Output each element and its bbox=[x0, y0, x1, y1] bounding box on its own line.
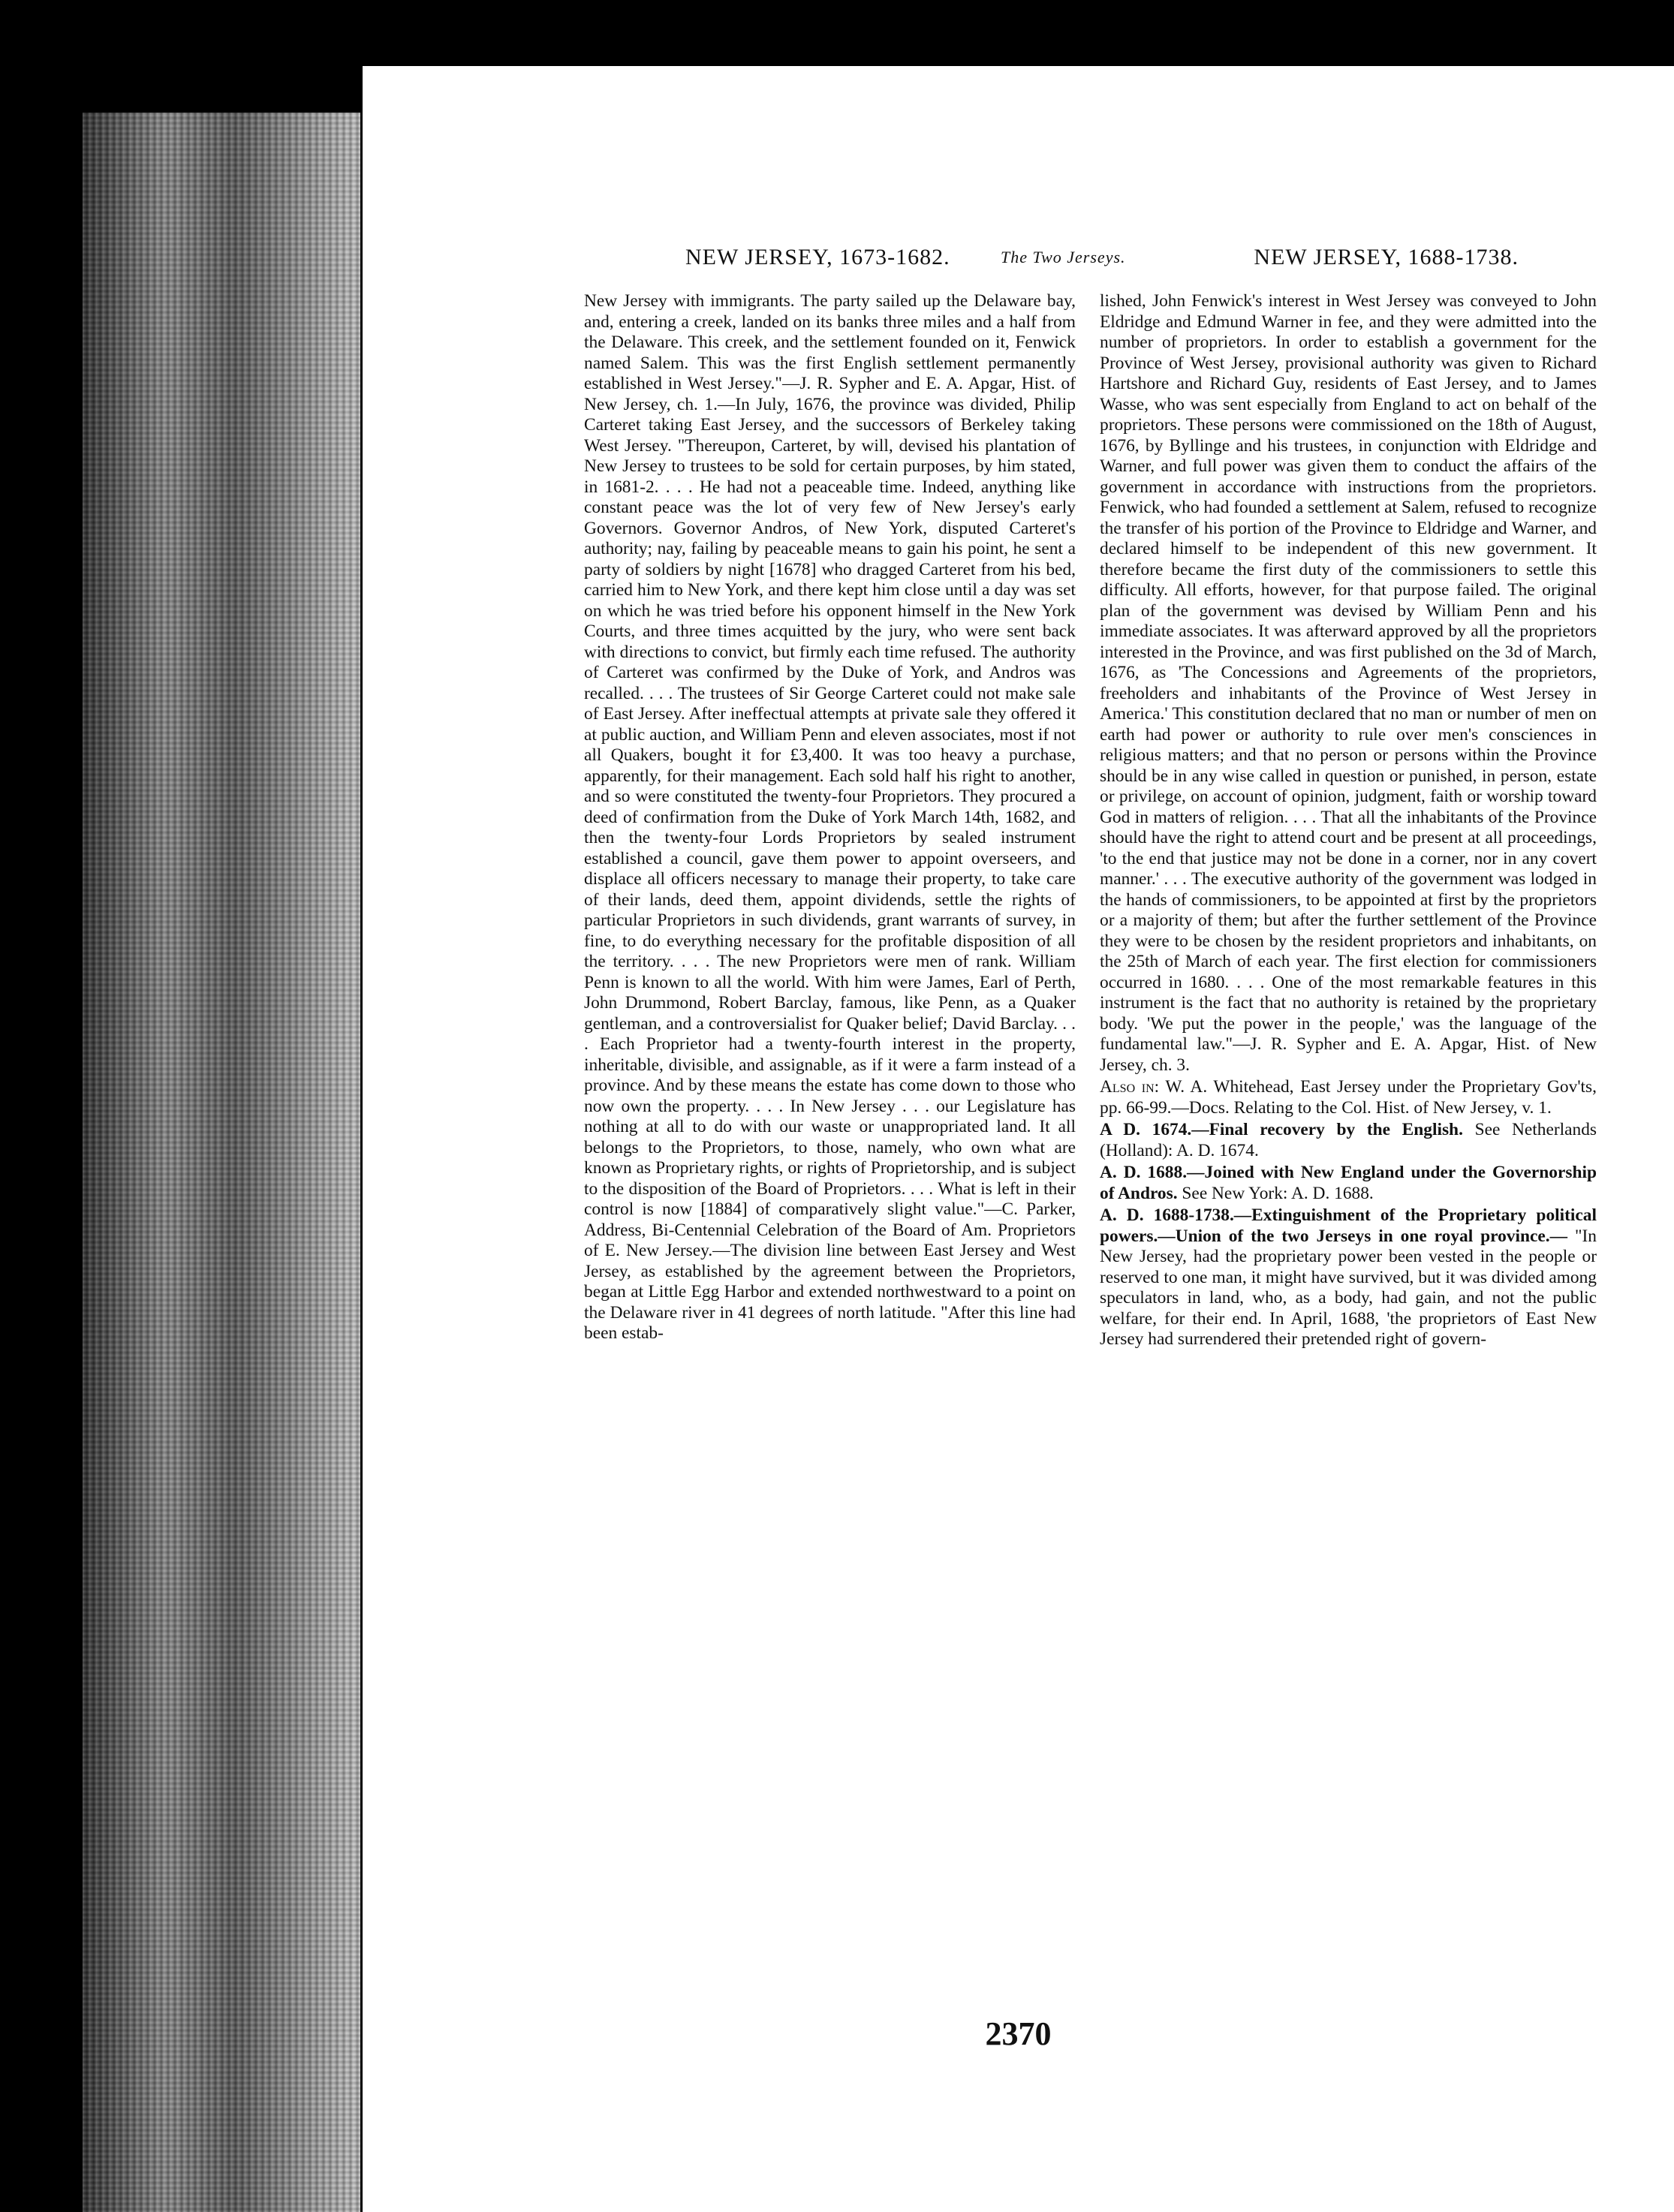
running-head-center: The Two Jerseys. bbox=[1001, 248, 1126, 266]
also-in-label: Also in: bbox=[1100, 1077, 1160, 1097]
entry-1674-text: See Netherlands (Holland): A. D. 1674. bbox=[1100, 1120, 1597, 1160]
also-in-entry bbox=[1100, 1077, 1597, 1118]
entry-1688-heading: A. D. 1688.—Joined with New England under the Governorship of Andros. bbox=[1100, 1163, 1597, 1203]
right-column bbox=[1100, 291, 1597, 1995]
left-column-text: New Jersey with immigrants. The party sailed up the Delaware bay, and, entering a creek, landed on its banks three miles and a half from the Delaware. This creek, and the settlement founded on it, Fenwick named Salem. This was the first English settlement permanently established in West Jersey."—J. R. Sypher and E. A. Apgar, Hist. of New Jersey, ch. 1.—In July, 1676, the province was divided, Philip Carteret taking East Jersey, and the successors of Berkeley taking West Jersey. "Thereupon, Carteret, by will, devised his plantation of New Jersey to trustees to be sold for certain purposes, by him stated, in 1681-2. . . . He had not a peaceable time. Indeed, anything like constant peace was the lot of very few of New Jersey's early Governors. Governor Andros, of New York, disputed Carteret's authority; nay, failing by peaceable means to gain his point, he sent a party of soldiers by night [1678] who dragged Carteret from his bed, carried him to New York, and there kept him close until a day was set on which he was tried before his opponent himself in the New York Courts, and three times acquitted by the jury, who were sent back with directions to convict, but firmly each time refused. The authority of Carteret was confirmed by the Duke of York, and Andros was recalled. . . . The trustees of Sir George Carteret could not make sale of East Jersey. After ineffectual attempts at private sale they offered it at public auction, and William Penn and eleven associates, most if not all Quakers, bought it for £3,400. It was too heavy a purchase, apparently, for their management. Each sold half his right to another, and so were constituted the twenty-four Proprietors. They procured a deed of confirmation from the Duke of York March 14th, 1682, and then the twenty-four Lords Proprietors by sealed instrument established a council, gave them power to appoint overseers, and displace all officers necessary to manage their property, to take care of their lands, deed them, appoint dividends, settle the rights of particular Proprietors in such dividends, grant warrants of survey, in fine, to do everything necessary for the profitable disposition of all the territory. . . . The new Proprietors were men of rank. William Penn is known to all the world. With him were James, Earl of Perth, John Drummond, Robert Barclay, famous, like Penn, as a Quaker gentleman, and a controversialist for Quaker belief; David Barclay. . . . Each Proprietor had a twenty-fourth interest in the property, inheritable, divisible, and assignable, as if it were a farm instead of a province. And by these means the estate has come down to those who now own the property. . . . In New Jersey . . . our Legislature has nothing at all to do with our waste or unappropriated land. It all belongs to the Proprietors, to those, namely, who own what are known as Proprietary rights, or rights of Proprietorship, and is subject to the disposition of the Board of Proprietors. . . . What is left in their control is now [1884] of comparatively slight value."—C. Parker, Address, Bi-Centennial Celebration of the Board of Am. Proprietors of E. New Jersey.—The division line between East Jersey and West Jersey, as established by the agreement between the Proprietors, began at Little Egg Harbor and extended northwestward to a point on the Delaware river in 41 degrees of north latitude. "After this line had been estab- bbox=[584, 291, 1076, 1343]
entry-1688 bbox=[1100, 1163, 1597, 1204]
entry-1688-text: See New York: A. D. 1688. bbox=[1182, 1183, 1374, 1203]
document-page bbox=[363, 66, 1674, 2212]
page-number: 2370 bbox=[985, 2015, 1052, 2052]
also-in-text: W. A. Whitehead, East Jersey under the Proprietary Gov'ts, pp. 66-99.—Docs. Relating to the Col. Hist. of New Jersey, v. 1. bbox=[1100, 1077, 1597, 1118]
entry-1688-1738 bbox=[1100, 1205, 1597, 1350]
entry-1674-heading: A D. 1674.—Final recovery by the English. bbox=[1100, 1120, 1463, 1139]
entry-1688-1738-heading: A. D. 1688-1738.—Extinguishment of the Proprietary political powers.—Union of the two Jerseys in one royal province.— bbox=[1100, 1205, 1597, 1246]
entry-1688-1738-text: "In New Jersey, had the proprietary power been vested in the people or reserved to one man, it might have survived, but it was divided among speculators in land, who, as a body, had gain, and not the public welfare, for their end. In April, 1688, 'the proprietors of East New Jersey had surrendered their pretended right of govern- bbox=[1100, 1226, 1597, 1349]
left-column bbox=[584, 291, 1076, 1995]
entry-1674 bbox=[1100, 1120, 1597, 1161]
running-head bbox=[685, 245, 1519, 275]
scan-binding-edge bbox=[83, 113, 360, 2212]
running-head-left: NEW JERSEY, 1673-1682. bbox=[685, 245, 950, 269]
right-column-text: lished, John Fenwick's interest in West Jersey was conveyed to John Eldridge and Edmund Warner in fee, and they were admitted into the number of proprietors. In order to establish a government for the Province of West Jersey, provisional authority was given to Richard Hartshore and Richard Guy, residents of East Jersey, and to James Wasse, who was sent especially from England to act on behalf of the proprietors. These persons were commissioned on the 18th of August, 1676, by Byllinge and his trustees, in conjunction with Eldridge and Warner, and full power was given them to conduct the affairs of the government in accordance with instructions from the proprietors. Fenwick, who had founded a settlement at Salem, refused to recognize the transfer of his portion of the Province to Eldridge and Warner, and declared himself to be independent of this new government. It therefore became the first duty of the commissioners to settle this difficulty. All efforts, however, for that purpose failed. The original plan of the government was devised by William Penn and his immediate associates. It was afterward approved by all the proprietors interested in the Province, and was first published on the 3d of March, 1676, as 'The Concessions and Agreements of the proprietors, freeholders and inhabitants of the Province of West Jersey in America.' This constitution declared that no man or number of men on earth had power or authority to rule over men's consciences in religious matters; and that no person or persons within the Province should be in any wise called in question or punished, in person, estate or privilege, on account of opinion, judgment, faith or worship toward God in matters of religion. . . . That all the inhabitants of the Province should have the right to attend court and be present at all proceedings, 'to the end that justice may not be done in a corner, nor in any covert manner.' . . . The executive authority of the government was lodged in the hands of commissioners, to be appointed at first by the proprietors or a majority of them; but after the further settlement of the Province they were to be chosen by the resident proprietors and inhabitants, on the 25th of March of each year. The first election for commissioners occurred in 1680. . . . One of the most remarkable features in this instrument is the fact that no authority is retained by the proprietary body. 'We put the power in the people,' was the language of the fundamental law."—J. R. Sypher and E. A. Apgar, Hist. of New Jersey, ch. 3. bbox=[1100, 291, 1597, 1075]
running-head-right: NEW JERSEY, 1688-1738. bbox=[1254, 245, 1519, 269]
